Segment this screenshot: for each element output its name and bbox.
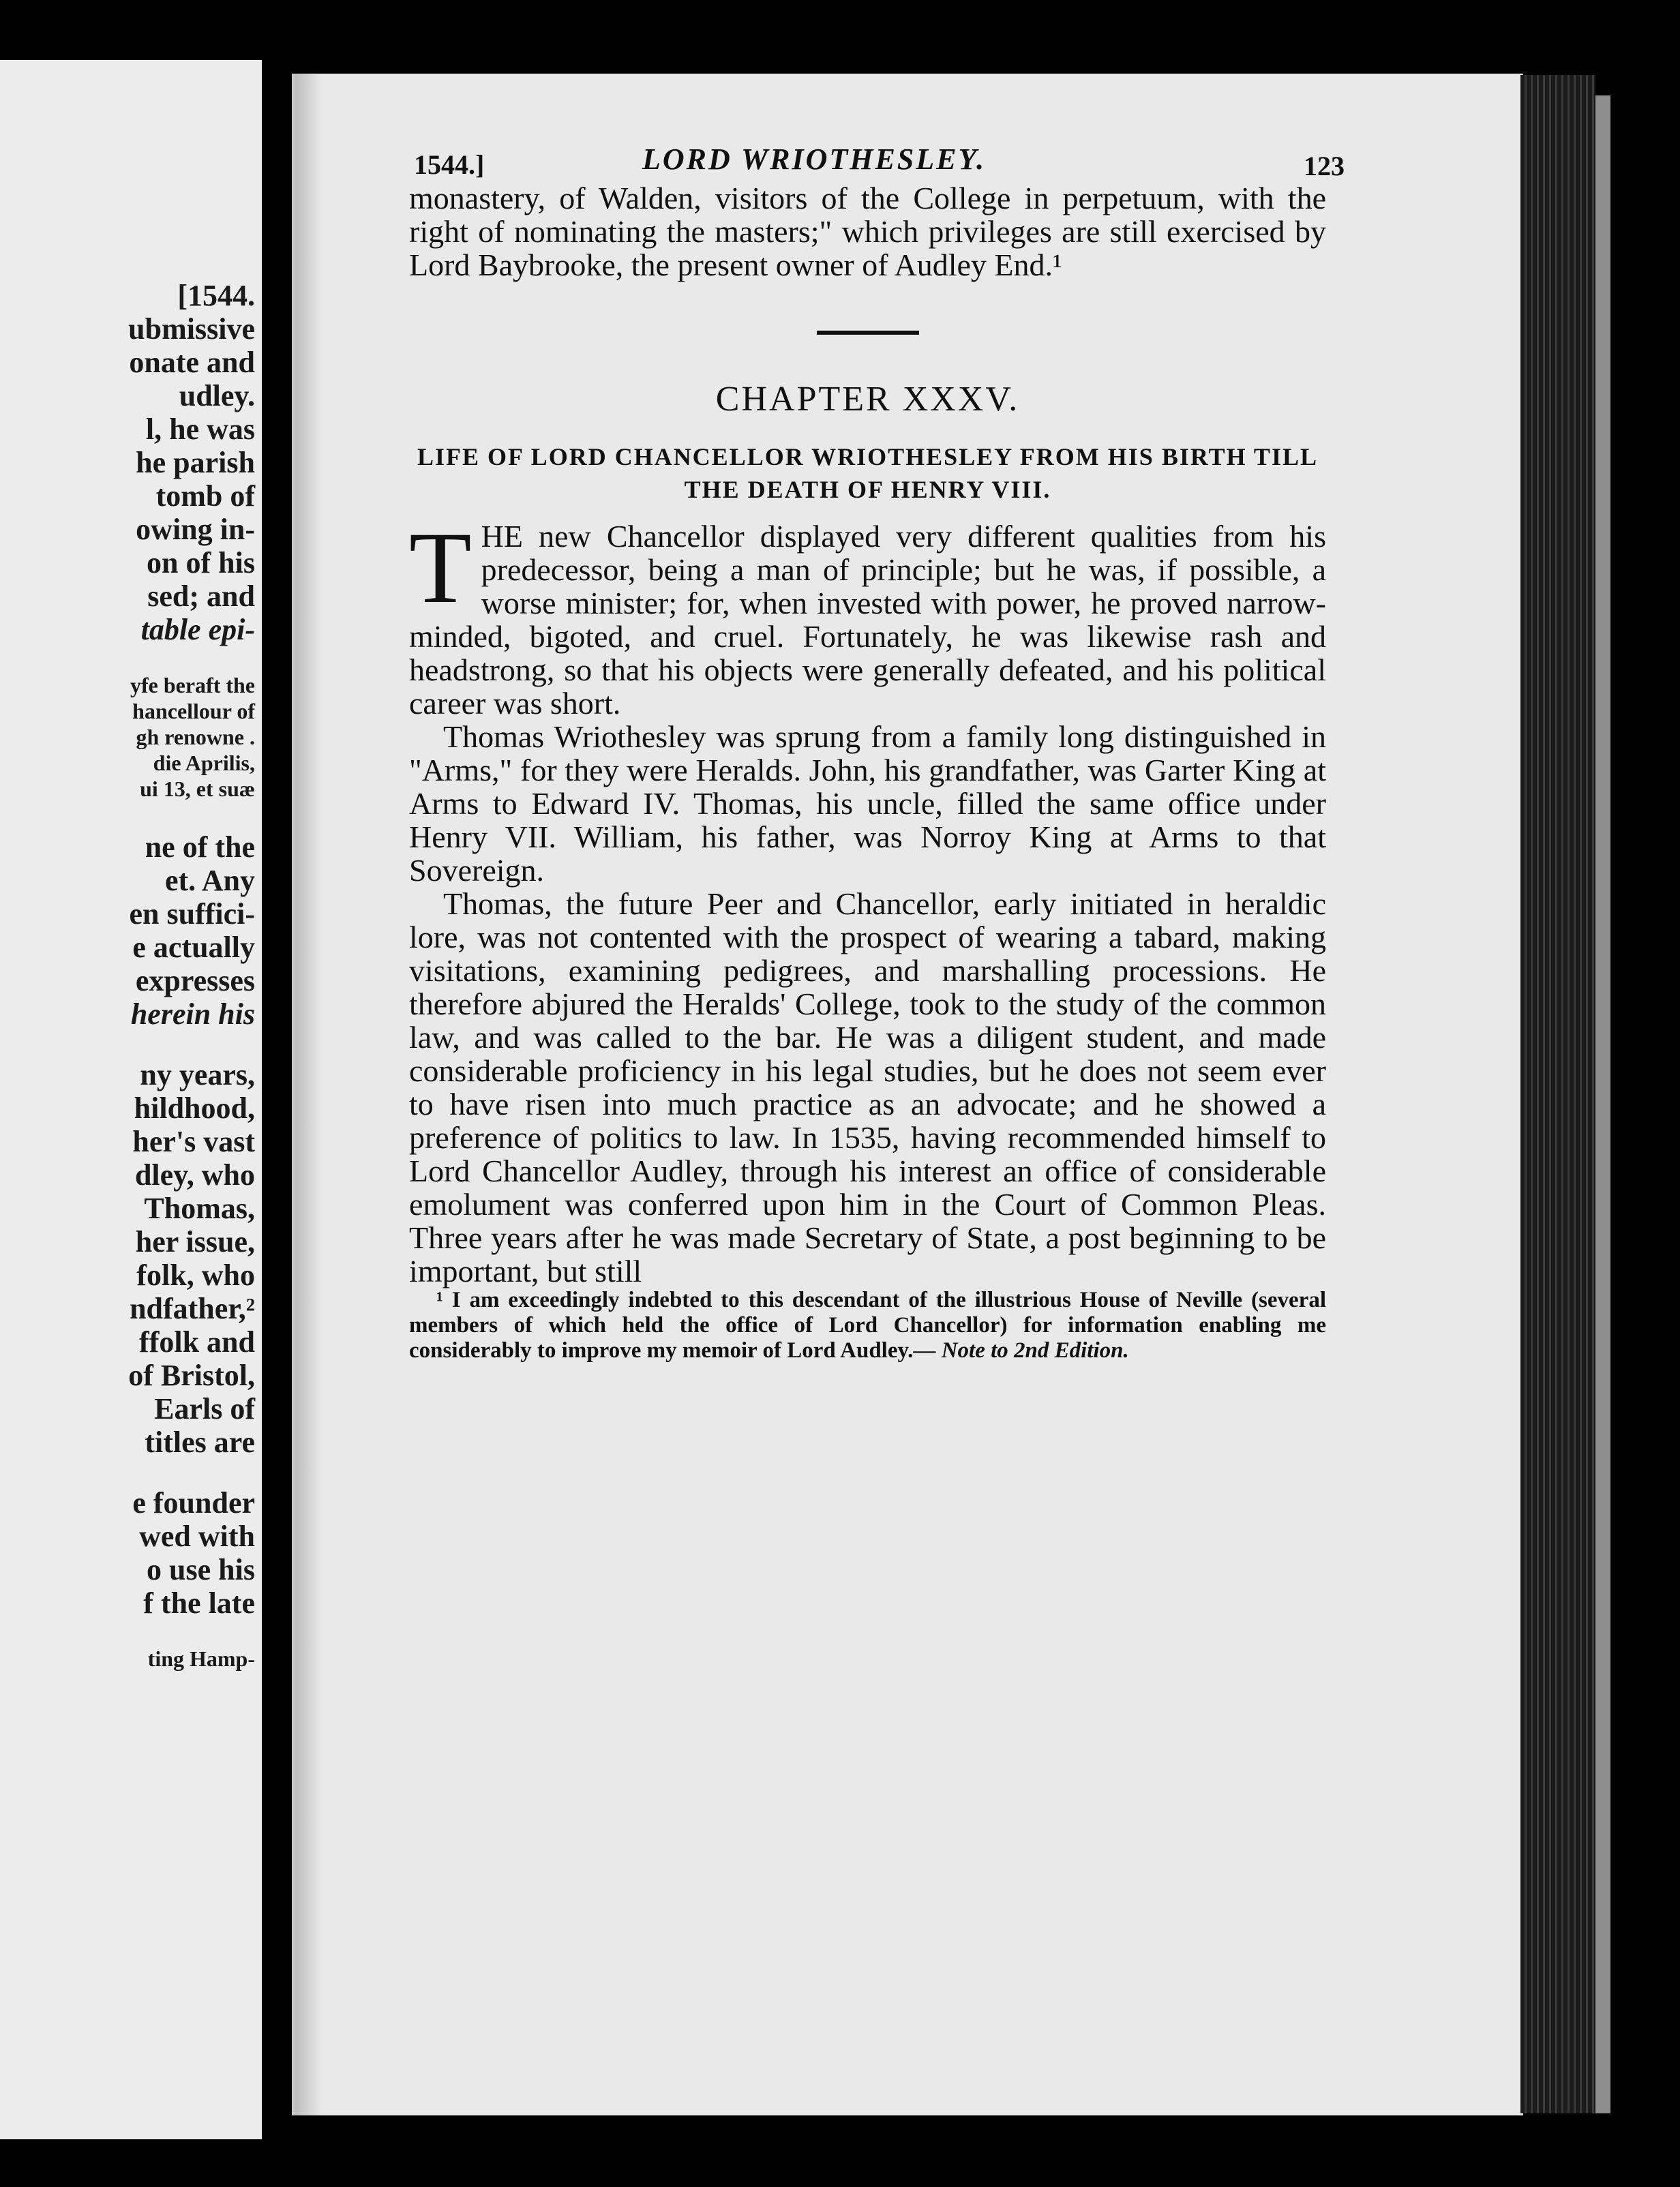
left-page-line: en suffici-: [129, 897, 255, 931]
footnote-text: ¹ I am exceedingly indebted to this descendant of the illustrious House of Neville (several members of which held the office of Lord Chancellor) for information enabling me considerably to improve my memoir of Lord Audley.—: [409, 1288, 1326, 1363]
left-page-line: wed with: [139, 1520, 255, 1553]
left-page-line: ne of the: [145, 830, 255, 864]
left-page-line: dley, who: [134, 1158, 255, 1192]
drop-cap: T: [409, 511, 472, 624]
left-page-line: on of his: [147, 546, 255, 579]
left-page-line: et. Any: [165, 864, 255, 897]
left-page-line: titles are: [145, 1426, 255, 1459]
left-page-line: gh renowne .: [136, 725, 255, 749]
left-page-line: ffolk and: [139, 1325, 255, 1359]
running-head-year: 1544.]: [414, 149, 485, 180]
footnote: [409, 1288, 1326, 1363]
left-page-line: udley.: [179, 379, 255, 412]
left-page-line: e actually: [132, 931, 255, 964]
left-page-line: folk, who: [136, 1258, 255, 1292]
left-page-line: expresses: [135, 964, 255, 997]
left-page-line: tomb of: [155, 479, 255, 513]
left-page-line: table epi-: [140, 613, 255, 646]
left-page-line: die Aprilis,: [153, 751, 255, 775]
left-page-line: f the late: [143, 1586, 255, 1620]
left-page-line: Earls of: [154, 1392, 255, 1426]
left-page-line: of Bristol,: [128, 1359, 255, 1392]
left-page-line: ny years,: [140, 1058, 255, 1091]
left-page-line: hildhood,: [134, 1091, 255, 1125]
left-page-line: ubmissive: [128, 312, 255, 346]
left-page-line: sed; and: [147, 579, 255, 613]
chapter-title: CHAPTER XXXV.: [715, 380, 1020, 419]
left-page-line: her's vast: [132, 1125, 255, 1158]
left-page-line: owing in-: [136, 513, 255, 546]
section-rule: [817, 331, 919, 335]
left-page-line: onate and: [129, 346, 255, 379]
left-page-line: ui 13, et suæ: [140, 776, 255, 801]
text-block: [409, 181, 1326, 1363]
left-page-line: hancellour of: [132, 699, 255, 723]
page-number: 123: [1304, 151, 1345, 181]
left-page-line: ting Hamp-: [147, 1646, 255, 1671]
left-page-line: her issue,: [135, 1225, 255, 1258]
previous-page-fragment: [0, 60, 262, 2139]
left-page-line: l, he was: [145, 412, 255, 446]
left-page-line: yfe beraft the: [130, 673, 255, 697]
left-page-line: [1544.: [177, 279, 255, 312]
running-head-title: LORD WRIOTHESLEY.: [642, 142, 987, 176]
opening-paragraph: monastery, of Walden, visitors of the College in perpetuum, with the right of nominating the masters;" which privileges are still exercised by Lord Baybrooke, the present owner of Audley End.¹: [409, 181, 1326, 282]
left-page-line: he parish: [136, 446, 255, 479]
left-page-line: ndfather,²: [130, 1292, 255, 1325]
body-paragraph-2: Thomas Wriothesley was sprung from a family long distinguished in "Arms," for they were Heralds. John, his grandfather, was Garter King at Arms to Edward IV. Thomas, his uncle, filled the same office under Henry VII. William, his father, was Norroy King at Arms to that Sovereign.: [409, 719, 1326, 888]
gutter-shadow: [295, 74, 322, 2115]
chapter-heading: LIFE OF LORD CHANCELLOR WRIOTHESLEY FROM HIS BIRTH TILL THE DEATH OF HENRY VIII.: [417, 443, 1318, 503]
body-paragraph-3: Thomas, the future Peer and Chancellor, early initiated in heraldic lore, was not contented with the prospect of wearing a tabard, making visitations, examining pedigrees, and marshalling processions. He therefore abjured the Heralds' College, took to the study of the common law, and was called to the bar. He was a diligent student, and made considerable proficiency in his legal studies, but he does not seem ever to have risen into much practice as an advocate; and he showed a preference of politics to law. In 1535, having recommended himself to Lord Chancellor Audley, through his interest an office of considerable emolument was conferred upon him in the Court of Common Pleas. Three years after he was made Secretary of State, a post beginning to be important, but still: [409, 886, 1326, 1288]
book-page: [292, 74, 1523, 2115]
left-page-line: o use his: [147, 1553, 255, 1586]
page-edges: [1520, 75, 1595, 2113]
page-edge-strip: [1595, 95, 1610, 2113]
left-page-line: Thomas,: [144, 1192, 255, 1225]
left-page-line: e founder: [132, 1486, 255, 1520]
left-page-line: herein his: [130, 997, 255, 1031]
footnote-edition-note: Note to 2nd Edition.: [941, 1338, 1129, 1363]
body-paragraph-1: [409, 511, 1326, 721]
paragraph-1-text: HE new Chancellor displayed very different qualities from his predecessor, being a man of principle; but he was, if possible, a worse minister; for, when invested with power, he proved narrow-minded, bigoted, and cruel. Fortunately, he was likewise rash and headstrong, so that his objects were generally defeated, and his political career was short.: [409, 519, 1326, 721]
